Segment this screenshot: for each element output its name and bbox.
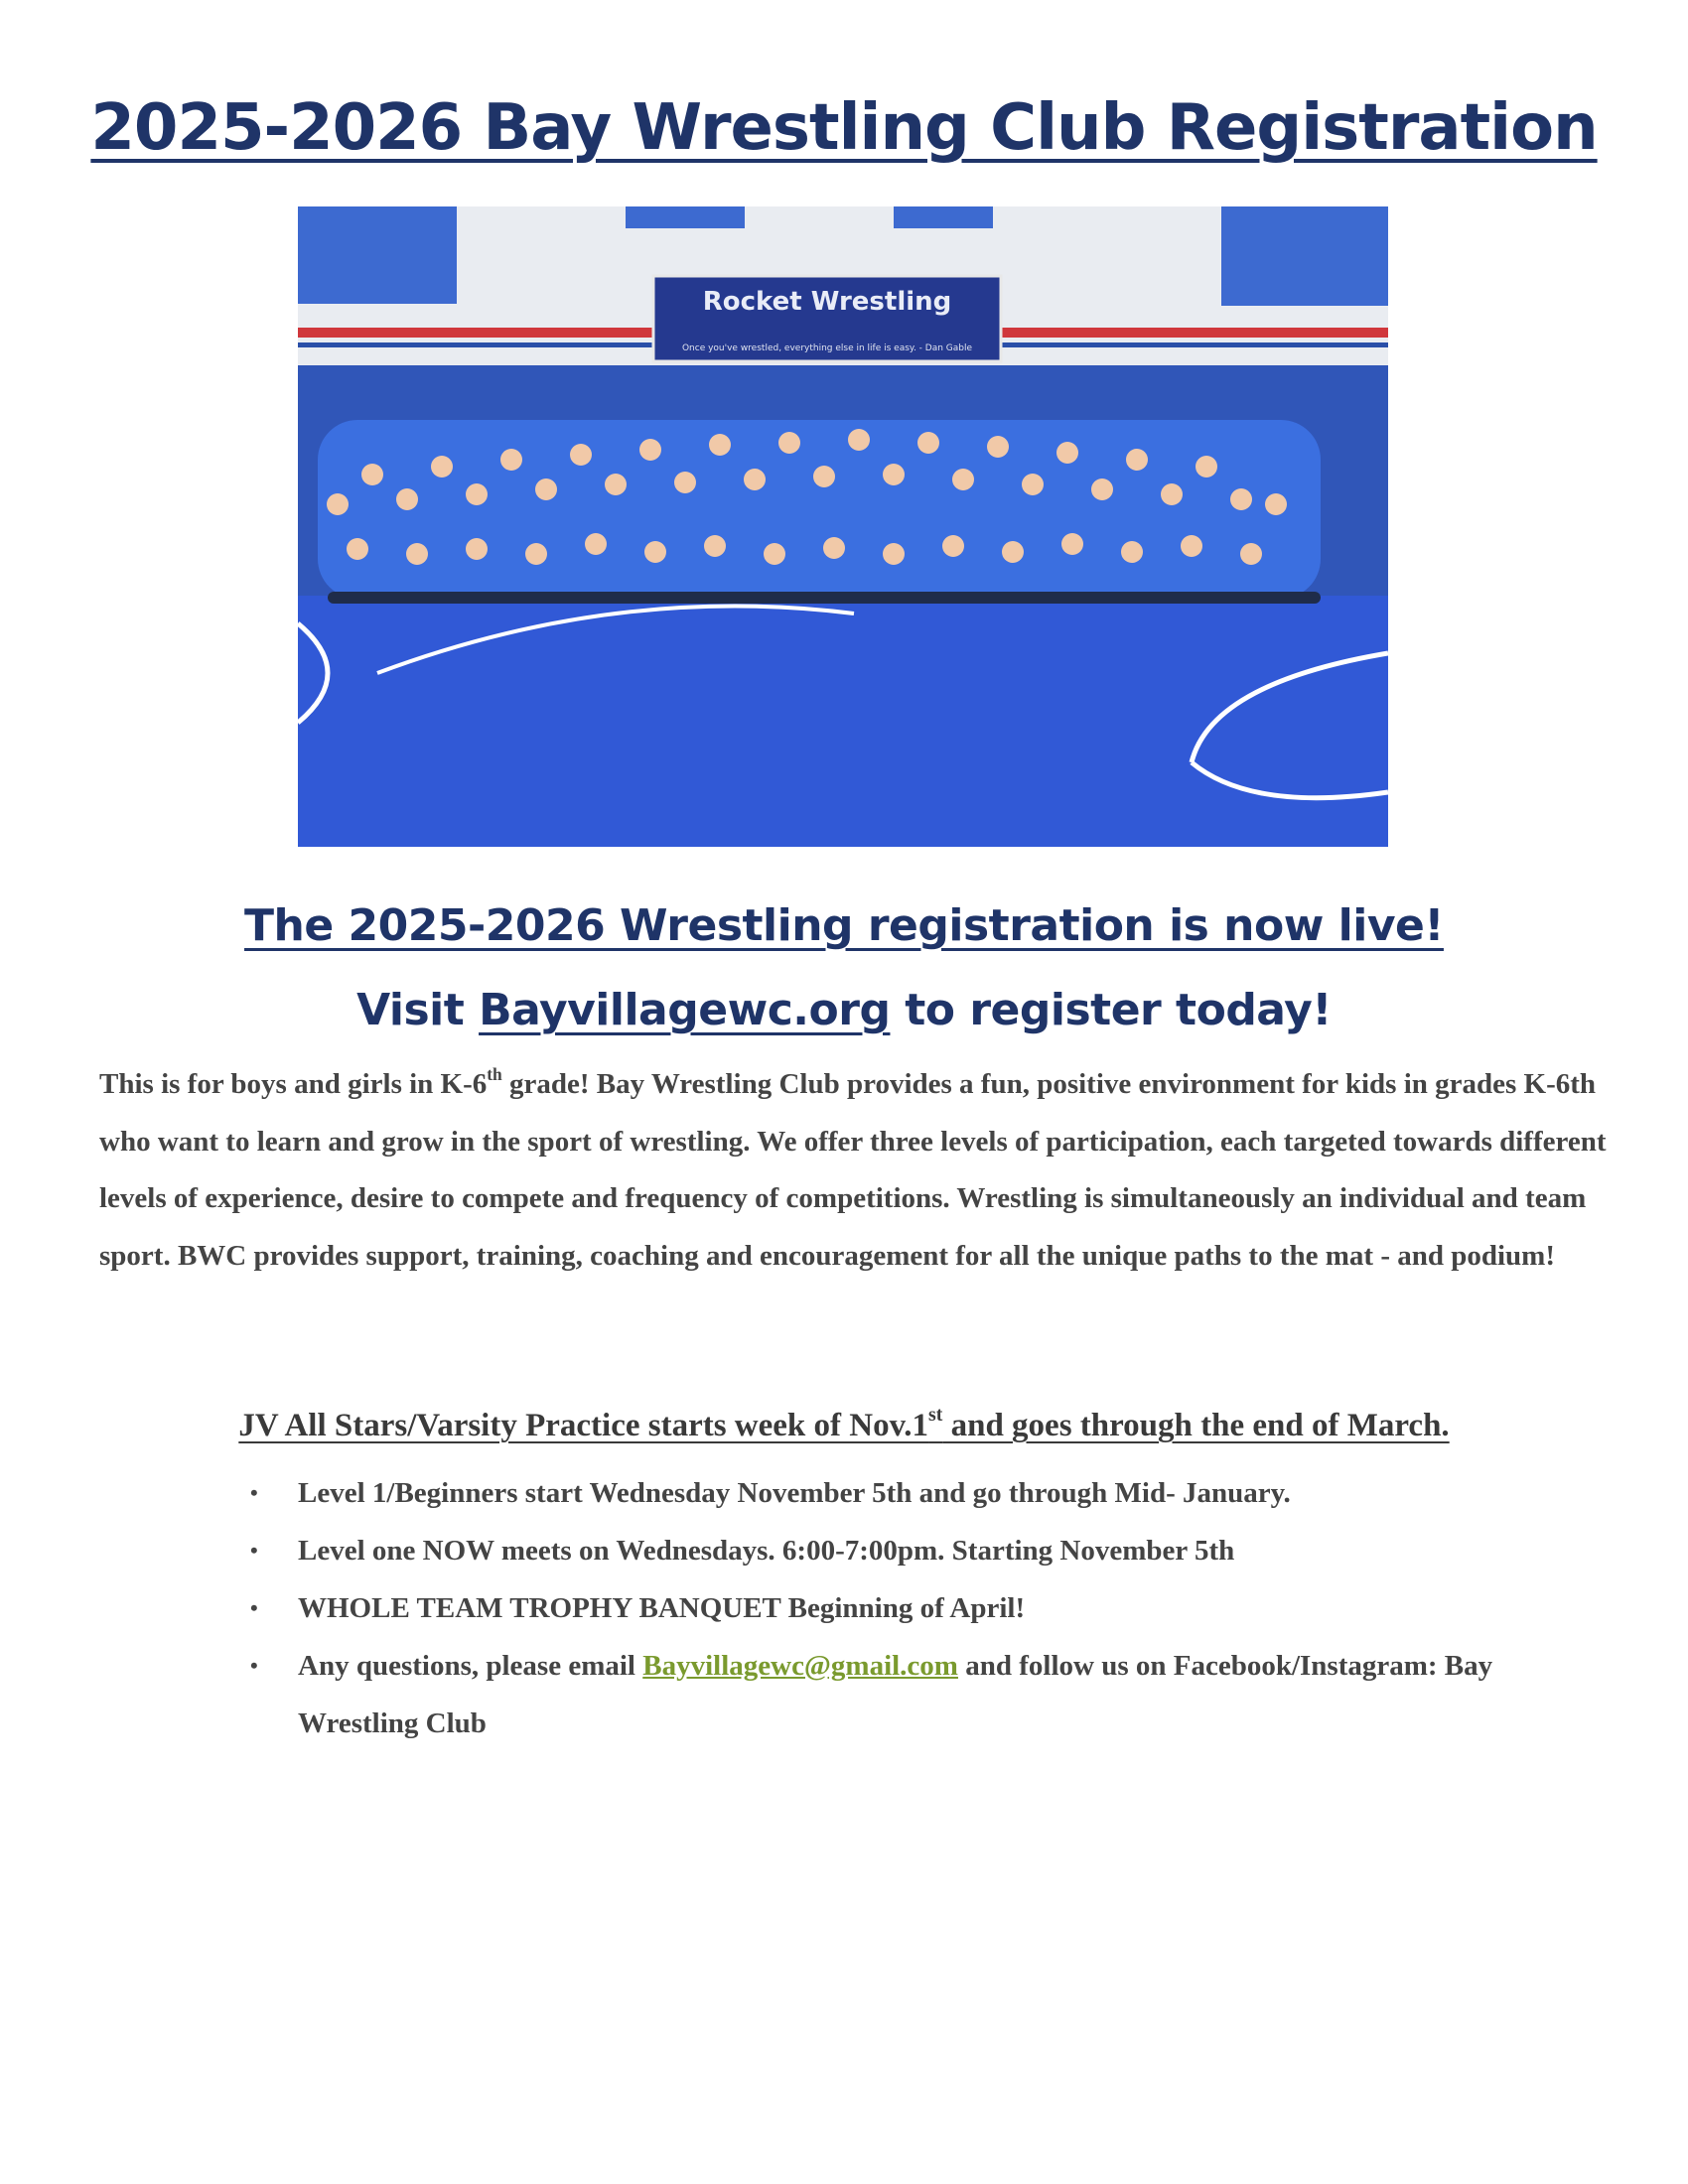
banner-title: Rocket Wrestling <box>702 287 952 317</box>
contact-text-start: Any questions, please email <box>298 1650 643 1682</box>
visit-line <box>0 985 1688 1035</box>
info-list <box>238 1464 1529 1752</box>
intro-text-rest: grade! Bay Wrestling Club provides a fun, positive environment for kids in grades K-6th who want to learn and grow in the sport of wrestling. We offer three levels of participation, each targeted towards different levels of experience, desire to compete and frequency of competitions. Wrestling is simultaneously an individual and team sport. BWC provides support, training, coaching and encouragement for all the unique paths to the mat - and podium! <box>99 1068 1607 1272</box>
list-item-text: Level one NOW meets on Wednesdays. 6:00-7:00pm. Starting November 5th <box>298 1535 1235 1567</box>
list-item <box>238 1579 1529 1637</box>
bullet-icon: • <box>250 1480 258 1505</box>
list-item-text: WHOLE TEAM TROPHY BANQUET Beginning of April! <box>298 1592 1026 1624</box>
registration-live-heading: The 2025-2026 Wrestling registration is now live! <box>244 900 1444 951</box>
bullet-icon: • <box>250 1538 258 1563</box>
team-photo <box>298 206 1388 847</box>
list-item-text: Level 1/Beginners start Wednesday November 5th and go through Mid- January. <box>298 1477 1291 1509</box>
email-link[interactable]: Bayvillagewc@gmail.com <box>642 1650 958 1682</box>
practice-text-start: JV All Stars/Varsity Practice starts week of Nov.1 <box>238 1408 929 1443</box>
banner-quote: Once you've wrestled, everything else in life is easy. - Dan Gable <box>681 343 973 353</box>
intro-text-start: This is for boys and girls in K-6 <box>99 1068 488 1100</box>
page-title: 2025-2026 Bay Wrestling Club Registration <box>90 91 1598 165</box>
list-item <box>238 1522 1529 1579</box>
visit-suffix: to register today! <box>890 985 1332 1035</box>
practice-superscript: st <box>928 1404 943 1427</box>
intro-paragraph <box>99 1056 1609 1285</box>
visit-prefix: Visit <box>356 985 480 1035</box>
contact-text-rest: and follow us on Facebook/Instagram: Bay Wrestling Club <box>298 1650 1493 1739</box>
practice-schedule-heading <box>0 1404 1688 1444</box>
practice-text-rest: and goes through the end of March. <box>942 1408 1450 1443</box>
bullet-icon: • <box>250 1653 258 1678</box>
website-link[interactable]: Bayvillagewc.org <box>479 985 891 1035</box>
intro-superscript: th <box>487 1063 502 1084</box>
bullet-icon: • <box>250 1595 258 1620</box>
list-item <box>238 1637 1529 1752</box>
list-item <box>238 1464 1529 1522</box>
